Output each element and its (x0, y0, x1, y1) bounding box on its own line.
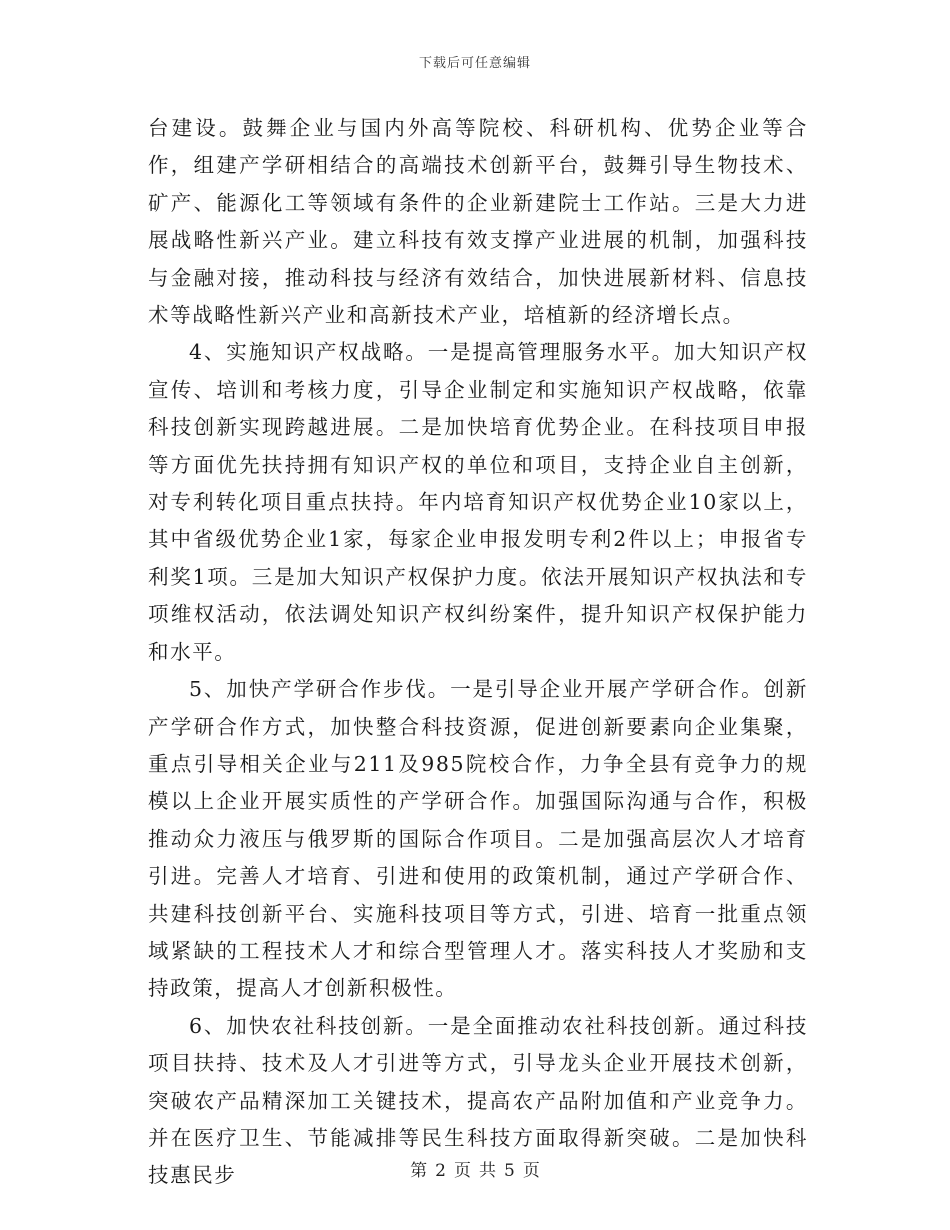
paragraph-item-6: 6、加快农社科技创新。一是全面推动农社科技创新。通过科技项目扶持、技术及人才引进等方式，引导龙头企业开展技术创新，突破农产品精深加工关键技术，提高农产品附加值和产业竞争力。并在医疗卫生、节能减排等民生科技方面取得新突破。二是加快科技惠民步 (148, 1013, 808, 1188)
paragraph-continuation: 台建设。鼓舞企业与国内外高等院校、科研机构、优势企业等合作，组建产学研相结合的高端技术创新平台，鼓舞引导生物技术、矿产、能源化工等领域有条件的企业新建院士工作站。三是大力进展战略性新兴产业。建立科技有效支撑产业进展的机制，加强科技与金融对接，推动科技与经济有效结合，加快进展新材料、信息技术等战略性新兴产业和高新技术产业，培植新的经济增长点。 (148, 116, 808, 328)
footer-page-unit: 页 (454, 1161, 471, 1181)
page-header: 下载后可任意编辑 (418, 56, 531, 71)
document-body (148, 110, 808, 1195)
page-footer (0, 1156, 950, 1181)
footer-total-unit: 页 (522, 1161, 540, 1181)
footer-total-pages: 5 (504, 1161, 515, 1181)
paragraph-item-4: 4、实施知识产权战略。一是提高管理服务水平。加大知识产权宣传、培训和考核力度，引导企业制定和实施知识产权战略，依靠科技创新实现跨越进展。二是加快培育优势企业。在科技项目申报等方面优先扶持拥有知识产权的单位和项目，支持企业自主创新，对专利转化项目重点扶持。年内培育知识产权优势企业10家以上，其中省级优势企业1家，每家企业申报发明专利2件以上；申报省专利奖1项。三是加大知识产权保护力度。依法开展知识产权执法和专项维权活动，依法调处知识产权纠纷案件，提升知识产权保护能力和水平。 (148, 340, 808, 664)
footer-total-label: 共 (479, 1161, 496, 1181)
paragraph-item-5: 5、加快产学研合作步伐。一是引导企业开展产学研合作。创新产学研合作方式，加快整合科技资源，促进创新要素向企业集聚，重点引导相关企业与211及985院校合作，力争全县有竞争力的规模以上企业开展实质性的产学研合作。加强国际沟通与合作，积极推动众力液压与俄罗斯的国际合作项目。二是加强高层次人才培育引进。完善人才培育、引进和使用的政策机制，通过产学研合作、共建科技创新平台、实施科技项目等方式，引进、培育一批重点领域紧缺的工程技术人才和综合型管理人才。落实科技人才奖励和支持政策，提高人才创新积极性。 (148, 677, 808, 1001)
footer-page-number: 2 (435, 1161, 446, 1181)
footer-page-label: 第 (410, 1161, 428, 1181)
